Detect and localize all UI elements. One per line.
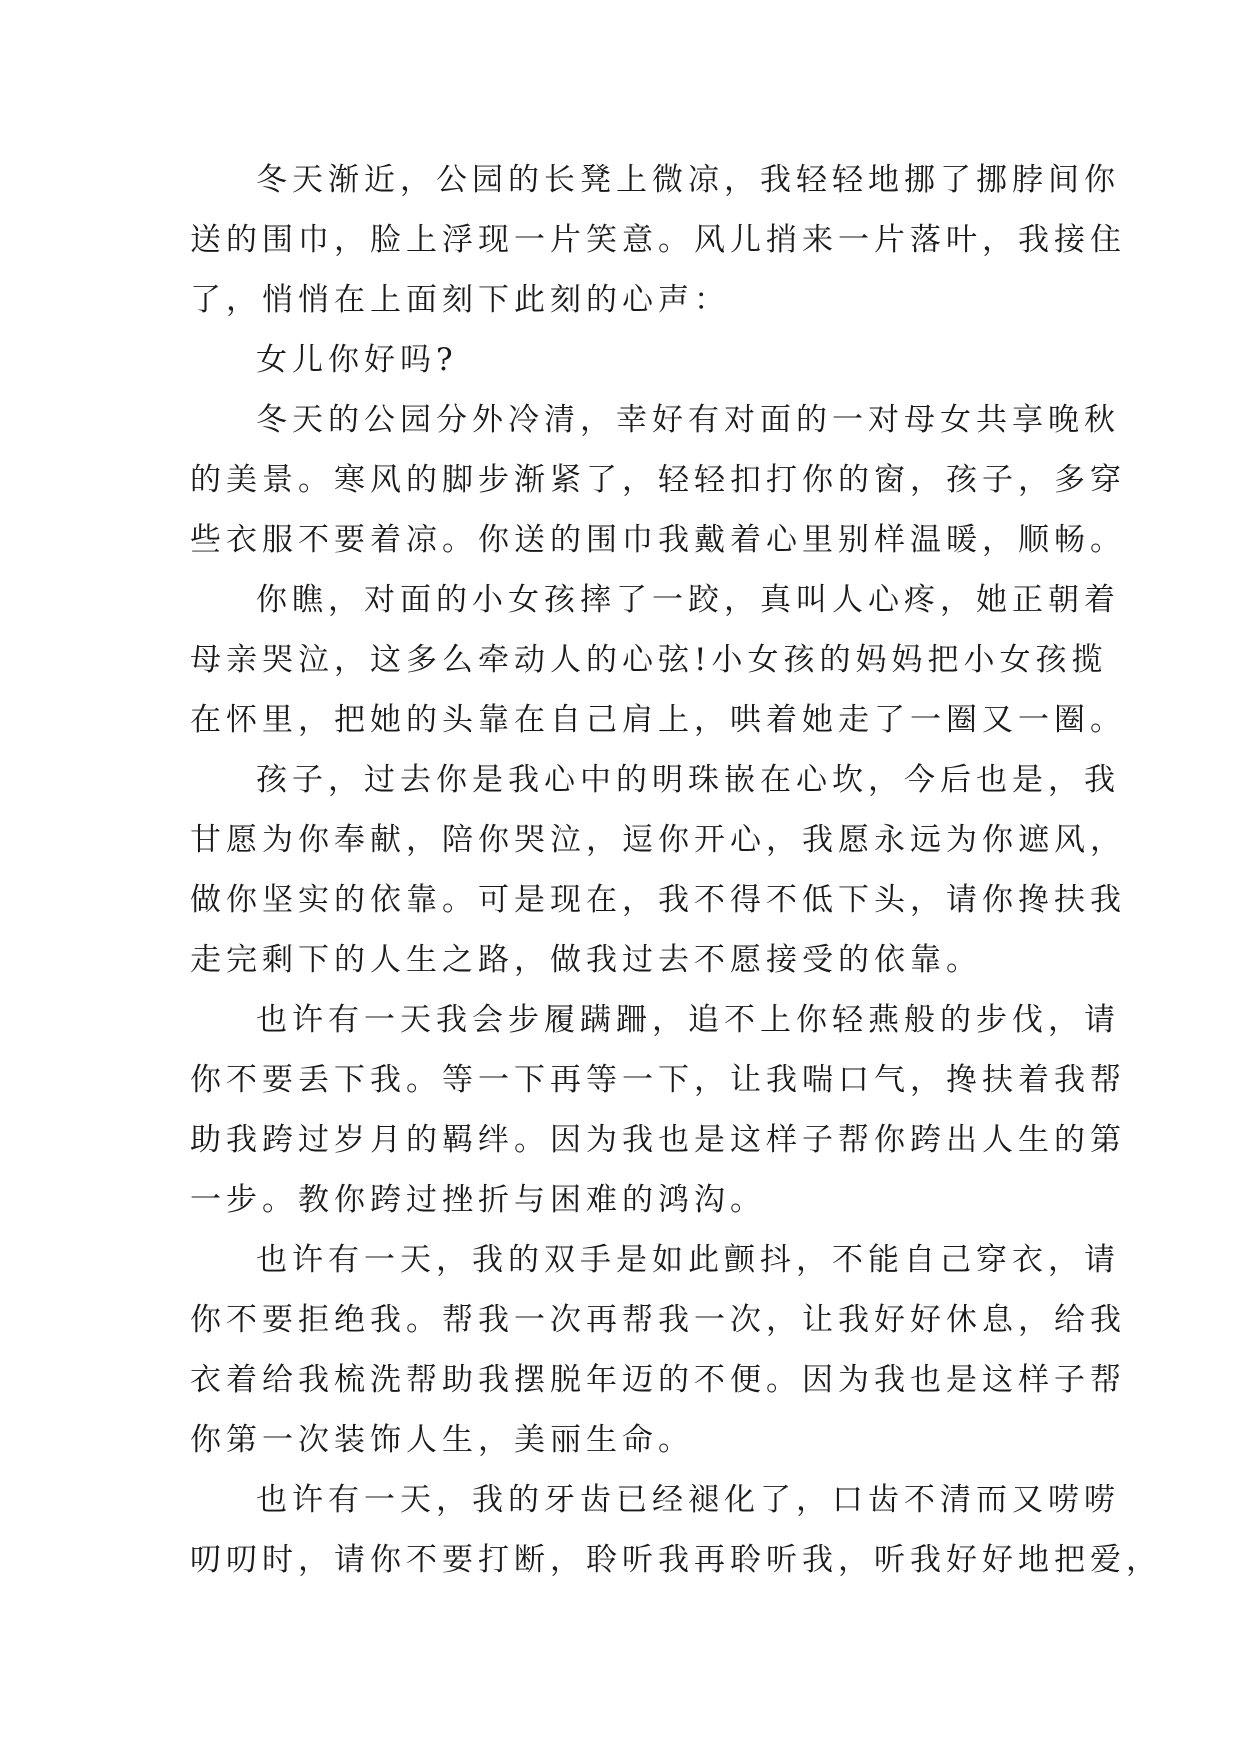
text-line: 女儿你好吗? — [256, 342, 458, 378]
text-line: 的美景。寒风的脚步渐紧了，轻轻扣打你的窗，孩子，多穿 — [190, 462, 1126, 498]
text-line: 叨叨时，请你不要打断，聆听我再聆听我，听我好好地把爱， — [190, 1542, 1162, 1578]
text-line: 你不要丢下我。等一下再等一下，让我喘口气，搀扶着我帮 — [190, 1062, 1126, 1098]
text-line: 做你坚实的依靠。可是现在，我不得不低下头，请你搀扶我 — [190, 882, 1126, 918]
text-line: 孩子，过去你是我心中的明珠嵌在心坎，今后也是，我 — [256, 762, 1120, 798]
text-line: 冬天渐近，公园的长凳上微凉，我轻轻地挪了挪脖间你 — [256, 162, 1120, 198]
text-line: 了，悄悄在上面刻下此刻的心声： — [190, 282, 730, 318]
text-line: 你瞧，对面的小女孩摔了一跤，真叫人心疼，她正朝着 — [256, 582, 1120, 618]
text-line: 助我跨过岁月的羁绊。因为我也是这样子帮你跨出人生的第 — [190, 1122, 1126, 1158]
text-line: 你不要拒绝我。帮我一次再帮我一次，让我好好休息，给我 — [190, 1302, 1126, 1338]
text-line: 母亲哭泣，这多么牵动人的心弦!小女孩的妈妈把小女孩揽 — [190, 642, 1108, 678]
text-line: 在怀里，把她的头靠在自己肩上，哄着她走了一圈又一圈。 — [190, 702, 1126, 738]
text-line: 送的围巾，脸上浮现一片笑意。风儿捎来一片落叶，我接住 — [190, 222, 1126, 258]
text-line: 甘愿为你奉献，陪你哭泣，逗你开心，我愿永远为你遮风， — [190, 822, 1126, 858]
text-line: 走完剩下的人生之路，做我过去不愿接受的依靠。 — [190, 942, 982, 978]
text-line: 些衣服不要着凉。你送的围巾我戴着心里别样温暖，顺畅。 — [190, 522, 1126, 558]
document-body — [190, 150, 1162, 1590]
text-line: 你第一次装饰人生，美丽生命。 — [190, 1422, 694, 1458]
text-line: 也许有一天我会步履蹒跚，追不上你轻燕般的步伐，请 — [256, 1002, 1120, 1038]
text-line: 一步。教你跨过挫折与困难的鸿沟。 — [190, 1182, 766, 1218]
text-line: 衣着给我梳洗帮助我摆脱年迈的不便。因为我也是这样子帮 — [190, 1362, 1126, 1398]
text-line: 冬天的公园分外冷清，幸好有对面的一对母女共享晚秋 — [256, 402, 1120, 438]
text-line: 也许有一天，我的牙齿已经褪化了，口齿不清而又唠唠 — [256, 1482, 1120, 1518]
text-line: 也许有一天，我的双手是如此颤抖，不能自己穿衣，请 — [256, 1242, 1120, 1278]
